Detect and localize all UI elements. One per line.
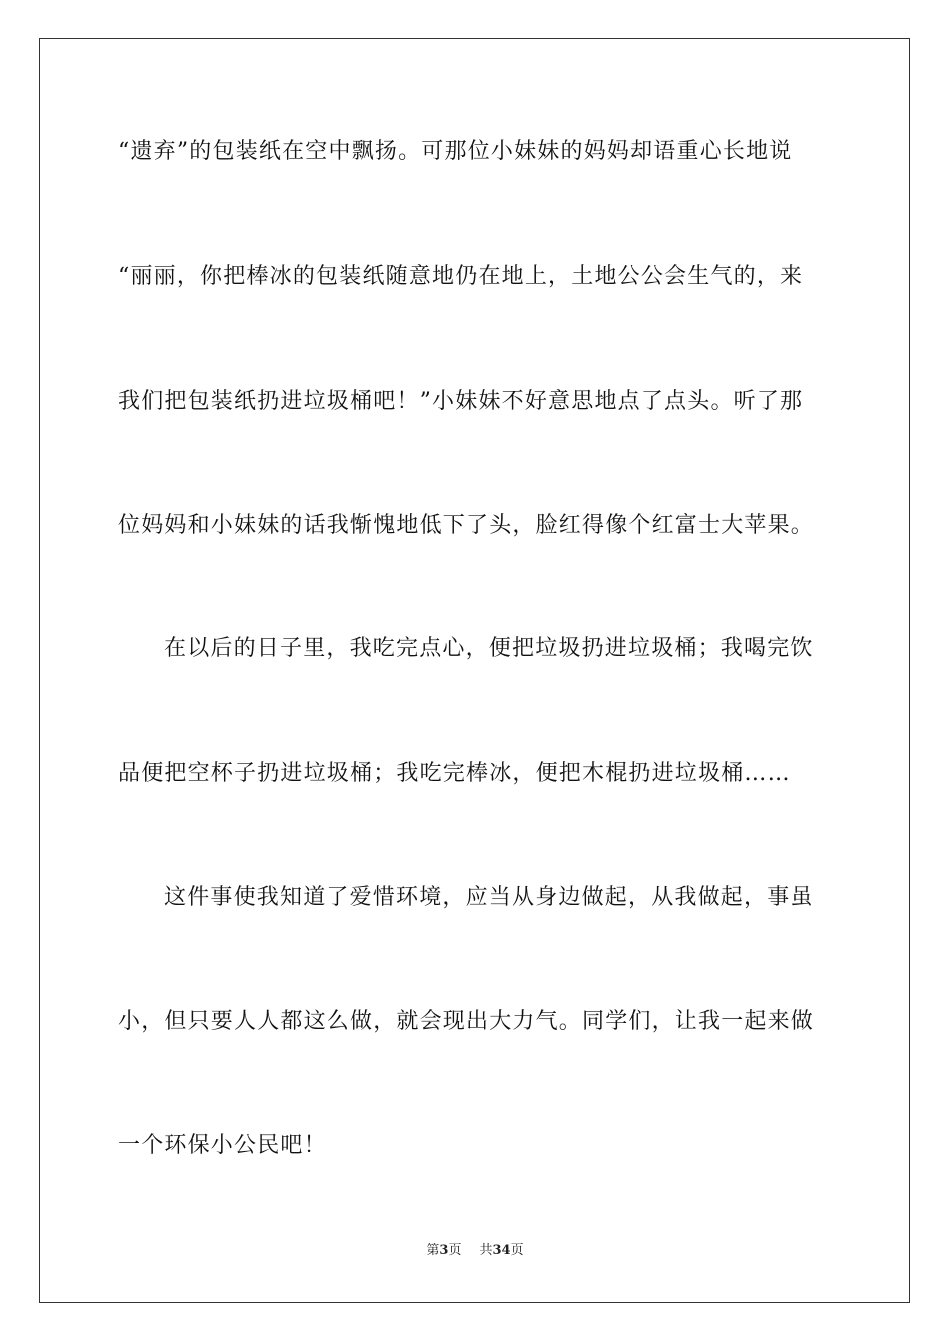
page-suffix: 页 [448,1243,462,1258]
page-border [39,38,910,1303]
body-line-1: “遗弃”的包装纸在空中飘扬。可那位小妹妹的妈妈却语重心长地说 [118,139,793,164]
page-prefix: 第 [426,1243,440,1258]
total-prefix: 共 [479,1243,493,1258]
body-line-4: 位妈妈和小妹妹的话我惭愧地低下了头，脸红得像个红富士大苹果。 [118,513,815,538]
body-line-8: 小，但只要人人都这么做，就会现出大力气。同学们，让我一起来做 [118,1009,815,1034]
body-line-7: 这件事使我知道了爱惜环境，应当从身边做起，从我做起，事虽 [164,885,814,910]
page-number: 3 [439,1243,449,1258]
body-line-3: 我们把包装纸扔进垃圾桶吧！”小妹妹不好意思地点了点头。听了那 [118,389,804,414]
page-footer [0,1242,950,1260]
total-pages: 34 [492,1243,511,1258]
total-suffix: 页 [510,1243,524,1258]
body-line-9: 一个环保小公民吧！ [118,1133,327,1158]
body-line-5: 在以后的日子里，我吃完点心，便把垃圾扔进垃圾桶；我喝完饮 [164,636,814,661]
body-line-6: 品便把空杯子扔进垃圾桶；我吃完棒冰，便把木棍扔进垃圾桶…… [118,761,791,786]
body-line-2: “丽丽，你把棒冰的包装纸随意地仍在地上，土地公公会生气的，来 [118,264,804,289]
